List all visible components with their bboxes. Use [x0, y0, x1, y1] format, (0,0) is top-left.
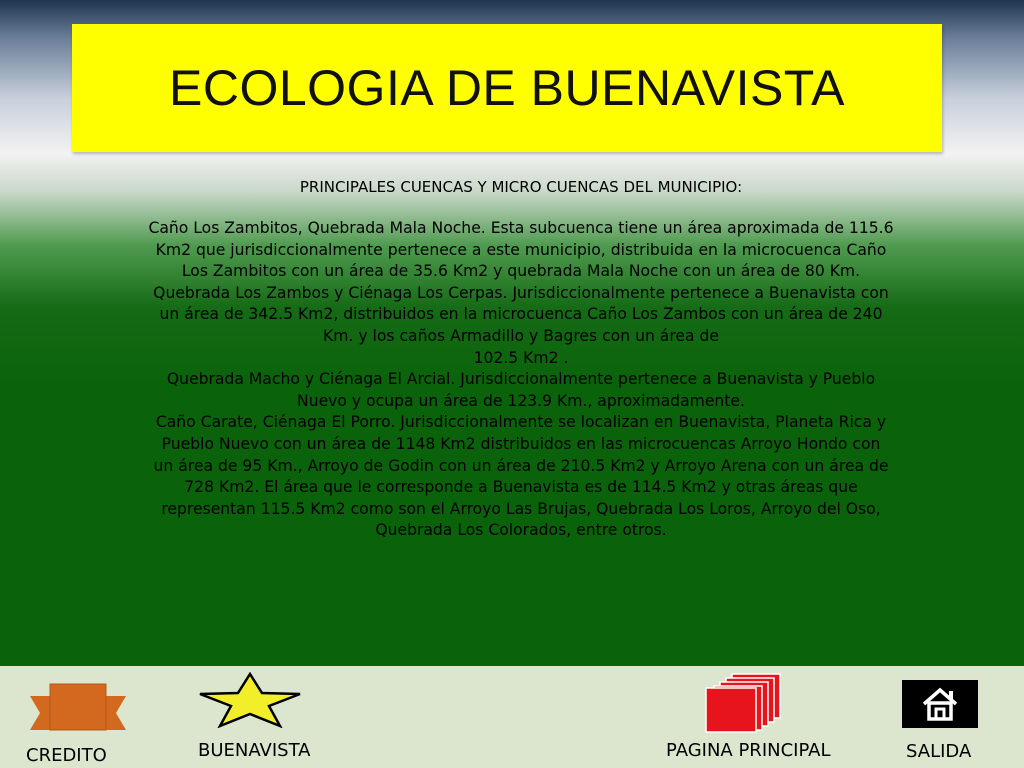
salida-label: SALIDA [906, 741, 972, 762]
title-banner [72, 24, 942, 152]
star-icon [198, 672, 302, 728]
home-icon [902, 680, 978, 728]
pagina-principal-label: PAGINA PRINCIPAL [666, 740, 831, 761]
salida-button[interactable] [896, 670, 988, 766]
buenavista-button[interactable] [190, 670, 340, 766]
footer-nav-bar [0, 666, 1024, 768]
content-area [86, 178, 956, 542]
section-paragraph: Caño Los Zambitos, Quebrada Mala Noche. Esta subcuenca tiene un área aproximada de 115.6 Km2 que jurisdiccionalmente pertenece a este municipio, distribuida en la microcuenca Caño Los Zambitos con un área de 35.6 Km2 y quebrada Mala Noche con un área de 80 Km. Quebrada Los Zambos y Ciénaga Los Cerpas. Jurisdiccionalmente pertenece a Buenavista con un área de 342.5 Km2, distribuidos en la microcuenca Caño Los Zambos con un área de 240 Km. y los caños Armadillo y Bagres con un área de 102.5 Km2 . Quebrada Macho y Ciénaga El Arcial. Jurisdiccionalmente pertenece a Buenavista y Pueblo Nuevo y ocupa un área de 123.9 Km., aproximadamente. Caño Carate, Ciénaga El Porro. Jurisdiccionalmente se localizan en Buenavista, Planeta Rica y Pueblo Nuevo con un área de 1148 Km2 distribuidos en las microcuencas Arroyo Hondo con un área de 95 Km., Arroyo de Godin con un área de 210.5 Km2 y Arroyo Arena con un área de 728 Km2. El área que le corresponde a Buenavista es de 114.5 Km2 y otras áreas que representan 115.5 Km2 como son el Arroyo Las Brujas, Quebrada Los Loros, Arroyo del Oso, Quebrada Los Colorados, entre otros. [148, 219, 894, 540]
slide-title: ECOLOGIA DE BUENAVISTA [169, 60, 845, 116]
section-subtitle: PRINCIPALES CUENCAS Y MICRO CUENCAS DEL MUNICIPIO: [299, 178, 743, 196]
credito-label: CREDITO [26, 745, 107, 766]
stacked-pages-icon [704, 672, 790, 734]
buenavista-label: BUENAVISTA [198, 740, 311, 761]
credito-button[interactable] [20, 672, 140, 766]
pagina-principal-button[interactable] [660, 670, 870, 766]
ribbon-banner-icon [28, 678, 128, 738]
